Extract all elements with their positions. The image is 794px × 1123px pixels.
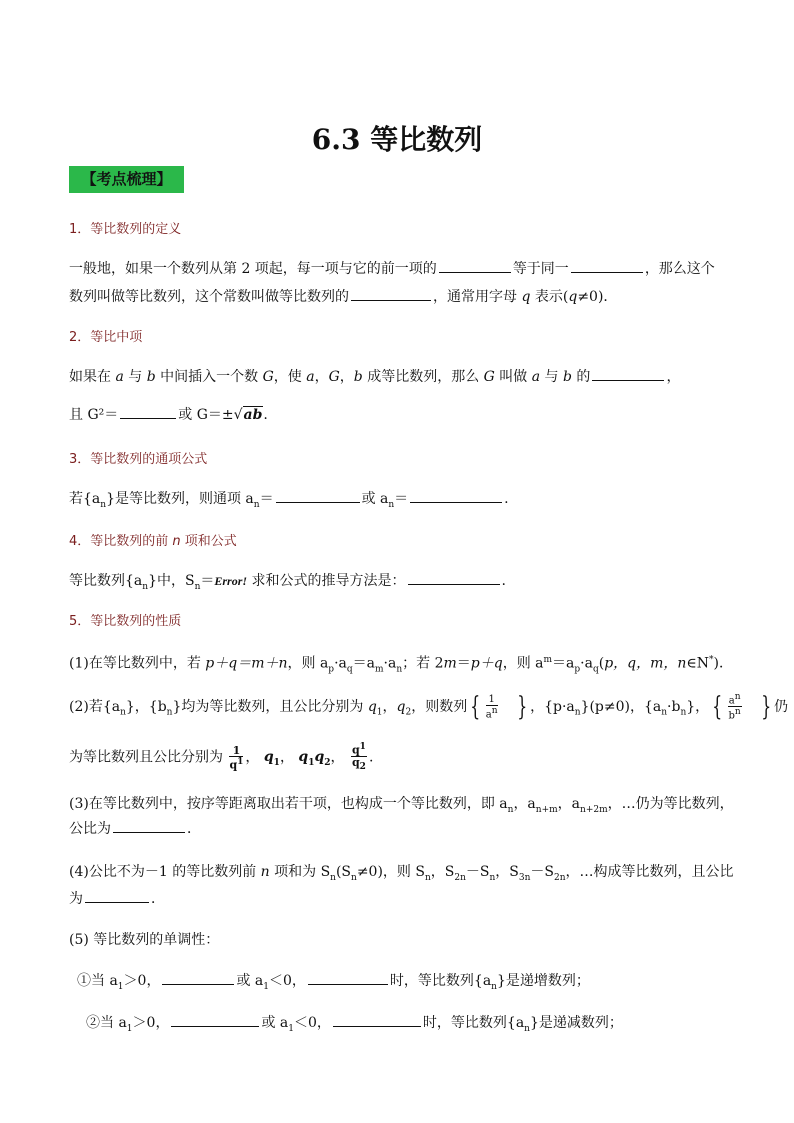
blank[interactable] [439, 258, 511, 273]
property-5: (5) 等比数列的单调性： [69, 932, 220, 948]
section-tag: 【考点梳理】 [69, 166, 184, 193]
property-4-line-2: 为 ． [69, 888, 165, 909]
property-2-line-1: (2)若$\{a_n\}$，$\{b_n\}$均为等比数列，且公比分别为 $q_1$，$q_2$，则数列 { $\frac{1}{a^n}$ } ，$\{p\cdot a_n\}(p\ne 0)$，$\{a_n\cdot b_n\}$， { $\frac{a^n}{b^n}$ } 仍 [69, 691, 789, 722]
property-3-line-2: 公比为 ． [69, 818, 201, 839]
blank[interactable] [308, 970, 388, 985]
sum-line: 等比数列$\{a_n\}$中，$S_n=Error$! 求和公式的推导方法是： . [69, 570, 506, 597]
mean-line-1: 如果在 a 与 b 中间插入一个数 G，使 a，G，b 成等比数列，那么 G 叫做 a 与 b 的 ， [69, 366, 680, 387]
blank[interactable] [333, 1012, 421, 1027]
blank[interactable] [592, 366, 664, 381]
page-title: 6.3 等比数列 [311, 123, 483, 156]
blank[interactable] [276, 488, 360, 503]
blank[interactable] [162, 970, 234, 985]
blank[interactable] [351, 286, 431, 301]
property-3-line-1: (3)在等比数列中，按序等距离取出若干项，也构成一个等比数列，即 $a_n$，$a_{n+m}$，$a_{n+2m}$，…仍为等比数列， [69, 796, 734, 815]
blank[interactable] [408, 570, 500, 585]
heading-sum: 4．等比数列的前 n 项和公式 [69, 534, 237, 549]
property-2-line-2: 为等比数列且公比分别为 $\frac{1}{q^1}$ ， $q_1$， $q_1q_2$， $\frac{q^1}{q_2}$ . [69, 742, 374, 772]
blank[interactable] [171, 1012, 259, 1027]
heading-properties: 5．等比数列的性质 [69, 614, 182, 629]
blank[interactable] [85, 888, 149, 903]
property-1: (1)在等比数列中，若 p＋q＝m＋n，则 $a_p\cdot a_q=a_m\cdot a_n$；若 2m＝p＋q，则 $a^m=a_p\cdot a_q(p$，q，m，n∈N*)． [69, 655, 734, 675]
blank[interactable] [410, 488, 502, 503]
definition-line-2: 数列叫做等比数列，这个常数叫做等比数列的 ，通常用字母 q 表示(q≠0)． [69, 286, 617, 307]
heading-definition: 1．等比数列的定义 [69, 222, 182, 237]
mean-line-2: 且 G²＝ 或 G＝±√ab. [69, 404, 268, 425]
heading-geometric-mean: 2．等比中项 [69, 330, 143, 345]
general-term-line: 若$\{a_n\}$是等比数列，则通项 $a_n=$ 或 $a_n=$ . [69, 488, 509, 515]
blank[interactable] [571, 258, 643, 273]
blank[interactable] [120, 404, 176, 419]
definition-line-1: 一般地，如果一个数列从第 2 项起，每一项与它的前一项的 等于同一 ，那么这个 [69, 258, 715, 279]
monotonic-decreasing: ②当 $a_1>0$， 或 $a_1<0$， 时，等比数列$\{a_n\}$是递减数列； [86, 1012, 623, 1039]
blank[interactable] [113, 818, 185, 833]
property-4-line-1: (4)公比不为－1 的等比数列前 n 项和为 $S_n(S_n\ne 0)$，则 $S_n$，$S_{2n}-S_n$，$S_{3n}-S_{2n}$，…构成等比数列，且公比 [69, 864, 734, 883]
monotonic-increasing: ①当 $a_1>0$， 或 $a_1<0$， 时，等比数列$\{a_n\}$是递增数列； [77, 970, 590, 997]
heading-general-term: 3．等比数列的通项公式 [69, 452, 208, 467]
